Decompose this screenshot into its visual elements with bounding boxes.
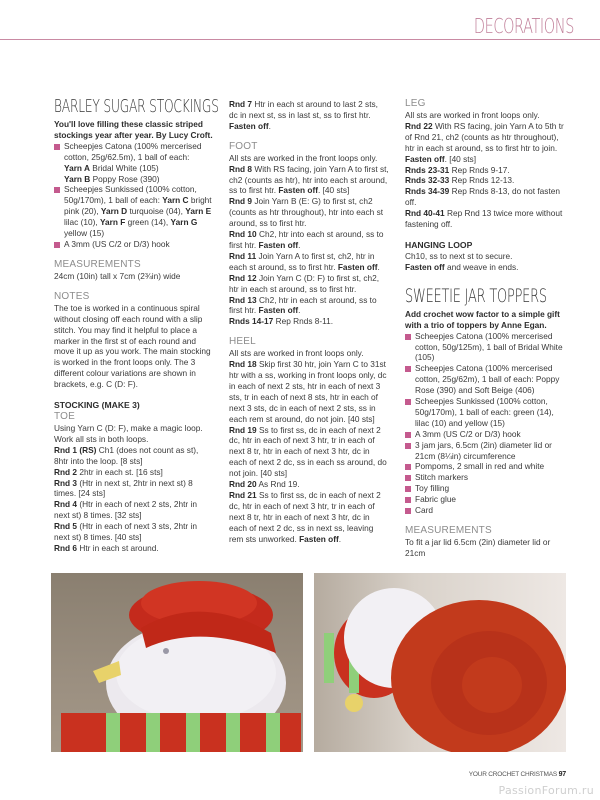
page-footer xyxy=(469,771,566,778)
bullet-square-icon xyxy=(405,443,411,449)
material-item: Toy filling xyxy=(405,483,570,494)
leg-row: Rnds 23-31 Rep Rnds 9-17. xyxy=(405,164,510,175)
material-item: Scheepjes Sunkissed (100% cotton, 50g/170m), 1 ball of each: green (14), lilac (10) and yellow (15) xyxy=(405,396,570,429)
bullet-square-icon xyxy=(405,432,411,438)
leg-intro: All sts are worked in front loops only. xyxy=(405,110,540,120)
material-item: Scheepjes Catona (100% mercerised cotton, 50g/125m), 1 ball of Bridal White (105) xyxy=(405,331,570,364)
leg-row: Rnd 40-41 Rep Rnd 13 twice more without fastening off. xyxy=(405,208,563,230)
foot-row: Rnd 11 Join Yarn A to first st, ch2, htr in each st around, ss to first htr. Fasten off. xyxy=(229,250,380,272)
foot-intro: All sts are worked in the front loops only. xyxy=(229,152,378,163)
pattern-title: BARLEY SUGAR STOCKINGS xyxy=(54,96,219,117)
hanging-loop-finish: Fasten off and weave in ends. xyxy=(405,261,519,272)
bullet-square-icon xyxy=(405,334,411,340)
leg-row: Rnds 34-39 Rep Rnds 8-13, do not fasten off. xyxy=(405,186,560,208)
material-item: Stitch markers xyxy=(405,472,570,483)
section-tag: DECORATIONS xyxy=(473,14,574,38)
heel-row: Rnd 18 Skip first 30 htr, join Yarn C to 31st htr with a ss, working in front loops only, dc in each of next 2 sts, htr in each of next 3 sts, tr in each of next 8 sts, htr in each of next 3 sts, dc in each of next 2 sts, ss in each rem st around, do not join. [40 sts] xyxy=(229,359,387,424)
heel-heading: HEEL xyxy=(229,336,256,348)
bullet-square-icon xyxy=(405,486,411,492)
yarn-b: Yarn B Poppy Rose (390) xyxy=(64,173,160,184)
foot-row: Rnds 14-17 Rep Rnds 8-11. xyxy=(229,316,334,327)
topper-underside-photo xyxy=(314,573,566,752)
material-item: Pompoms, 2 small in red and white xyxy=(405,461,570,472)
heel-row: Rnd 19 Ss to first ss, dc in each of next 2 dc, htr in each of next 3 htr, tr in each of next 8 tr, htr in each of next 3 htr, dc in each of next 2 dc, ss in each ss around, do not join. [40 sts] xyxy=(229,424,387,479)
material-item: 3 jam jars, 6.5cm (2in) diameter lid or 21cm (8¼in) circumference xyxy=(405,440,570,462)
pattern-title: SWEETIE JAR TOPPERS xyxy=(405,284,547,307)
leg-row: Fasten off. [40 sts] xyxy=(405,153,477,164)
hanging-loop-text: Ch10, ss to next st to secure. xyxy=(405,250,513,261)
leg-row: Rnds 32-33 Rep Rnds 12-13. xyxy=(405,175,515,186)
heel-row: Rnd 20 As Rnd 19. xyxy=(229,479,300,490)
toe-row: Rnd 5 (Htr in each of next 3 sts, 2htr in next st) 8 times. [40 sts] xyxy=(54,521,197,543)
bullet-square-icon xyxy=(54,242,60,248)
column-3 xyxy=(405,98,570,559)
stocking-heading: STOCKING (MAKE 3) xyxy=(54,400,140,411)
foot-row: Rnd 9 Join Yarn B (E: G) to first st, ch2 (counts as htr throughout), htr into each st around, ss to first htr. xyxy=(229,196,384,229)
leg-row: Rnd 22 With RS facing, join Yarn A to 5th tr of Rnd 21, ch2 (counts as htr throughout), htr in each st around, ss to first htr to join. xyxy=(405,120,564,153)
materials-list xyxy=(405,331,570,516)
hanging-loop-heading: HANGING LOOP xyxy=(405,239,473,250)
column-1 xyxy=(54,96,219,554)
foot-row: Rnd 8 With RS facing, join Yarn A to first st, ch2 (counts as htr), htr into each st around, ss to first htr. Fasten off. [40 sts] xyxy=(229,163,389,196)
material-item: A 3mm (US C/2 or D/3) hook xyxy=(405,429,570,440)
snowman-illustration xyxy=(51,573,303,752)
bullet-square-icon xyxy=(405,475,411,481)
snowman-topper-photo xyxy=(51,573,303,752)
materials-list xyxy=(54,141,214,250)
material-item: Card xyxy=(405,505,570,516)
toe-heading: TOE xyxy=(54,411,75,423)
leg-heading: LEG xyxy=(405,98,426,109)
material-item: A 3mm (US C/2 or D/3) hook xyxy=(54,239,214,250)
yarn-a: Yarn A Bridal White (105) xyxy=(64,162,159,173)
pattern-intro: Add crochet wow factor to a simple gift with a trio of toppers by Anne Egan. xyxy=(405,308,560,330)
heel-intro: All sts are worked in front loops only. xyxy=(229,348,364,359)
bullet-square-icon xyxy=(405,464,411,470)
bullet-square-icon xyxy=(405,497,411,503)
toe-intro: Using Yarn C (D: F), make a magic loop. Work all sts in both loops. xyxy=(54,423,203,444)
material-item: Scheepjes Catona (100% mercerised cotton, 25g/62m), 1 ball of each: Poppy Rose (390) and Soft Beige (406) xyxy=(405,363,570,396)
header-divider xyxy=(0,39,600,40)
bullet-square-icon xyxy=(405,366,411,372)
toe-row: Rnd 1 (RS) Ch1 (does not count as st), 8htr into the loop. [8 sts] xyxy=(54,444,199,466)
column-2 xyxy=(229,99,389,545)
bullet-square-icon xyxy=(54,144,60,150)
material-item: Fabric glue xyxy=(405,494,570,505)
toe-row: Rnd 2 2htr in each st. [16 sts] xyxy=(54,466,163,477)
toe-row: Rnd 6 Htr in each st around. xyxy=(54,543,159,553)
foot-row: Rnd 13 Ch2, htr in each st around, ss to first htr. Fasten off. xyxy=(229,294,377,316)
notes-text: The toe is worked in a continuous spiral without closing off each round with a slip stitch. You may find it helpful to place a marker in the first st of each round and move it up as you work. The main stocking is worked in the front loops only. The 3 different colour variations are shown in brackets, e.g. C (D: F). xyxy=(54,302,211,390)
material-item: Scheepjes Catona (100% mercerised cotton, 25g/62.5m), 1 ball of each: Yarn A Bridal White (105) Yarn B Poppy Rose (390) xyxy=(54,141,214,185)
material-item: Scheepjes Sunkissed (100% cotton, 50g/170m), 1 ball of each: Yarn C bright pink (20), Yarn D turquoise (04), Yarn E lilac (10), Yarn F green (14), Yarn G yellow (15) xyxy=(54,184,214,239)
foot-row: Rnd 12 Join Yarn C (D: F) to first st, ch2, htr in each st around, ss to first htr. xyxy=(229,272,380,294)
foot-heading: FOOT xyxy=(229,140,258,152)
measurements-text: 24cm (10in) tall x 7cm (2¾in) wide xyxy=(54,270,181,281)
magazine-name: YOUR CROCHET CHRISTMAS xyxy=(468,771,559,778)
topper-underside-illustration xyxy=(314,573,566,752)
measurements-heading: MEASUREMENTS xyxy=(54,258,141,270)
toe-row: Rnd 3 (Htr in next st, 2htr in next st) 8 times. [24 sts] xyxy=(54,477,193,499)
pattern-intro: You'll love filling these classic striped stockings year after year. By Lucy Croft. xyxy=(54,119,213,140)
measurements-heading: MEASUREMENTS xyxy=(405,525,492,536)
rnd-7: Rnd 7 Htr in each st around to last 2 sts, dc in next st, ss in last st, ss to first htr. Fasten off. xyxy=(229,99,378,131)
measurements-text: To fit a jar lid 6.5cm (2in) diameter lid or 21cm xyxy=(405,537,551,558)
notes-heading: NOTES xyxy=(54,290,90,302)
bullet-square-icon xyxy=(405,399,411,405)
toe-row: Rnd 4 (Htr in each of next 2 sts, 2htr in next st) 8 times. [32 sts] xyxy=(54,499,197,521)
foot-row: Rnd 10 Ch2, htr into each st around, ss to first htr. Fasten off. xyxy=(229,229,384,250)
bullet-square-icon xyxy=(54,187,60,193)
watermark: PassionForum.ru xyxy=(498,784,594,797)
page-number: 97 xyxy=(558,771,566,778)
heel-row: Rnd 21 Ss to first ss, dc in each of next 2 dc, htr in each of next 3 htr, tr in each of next 8 tr, htr in each of next 3 htr, dc in each of next 2 dc, ss in next ss, leaving rem sts unworked. Fasten off. xyxy=(229,490,381,544)
bullet-square-icon xyxy=(405,508,411,514)
